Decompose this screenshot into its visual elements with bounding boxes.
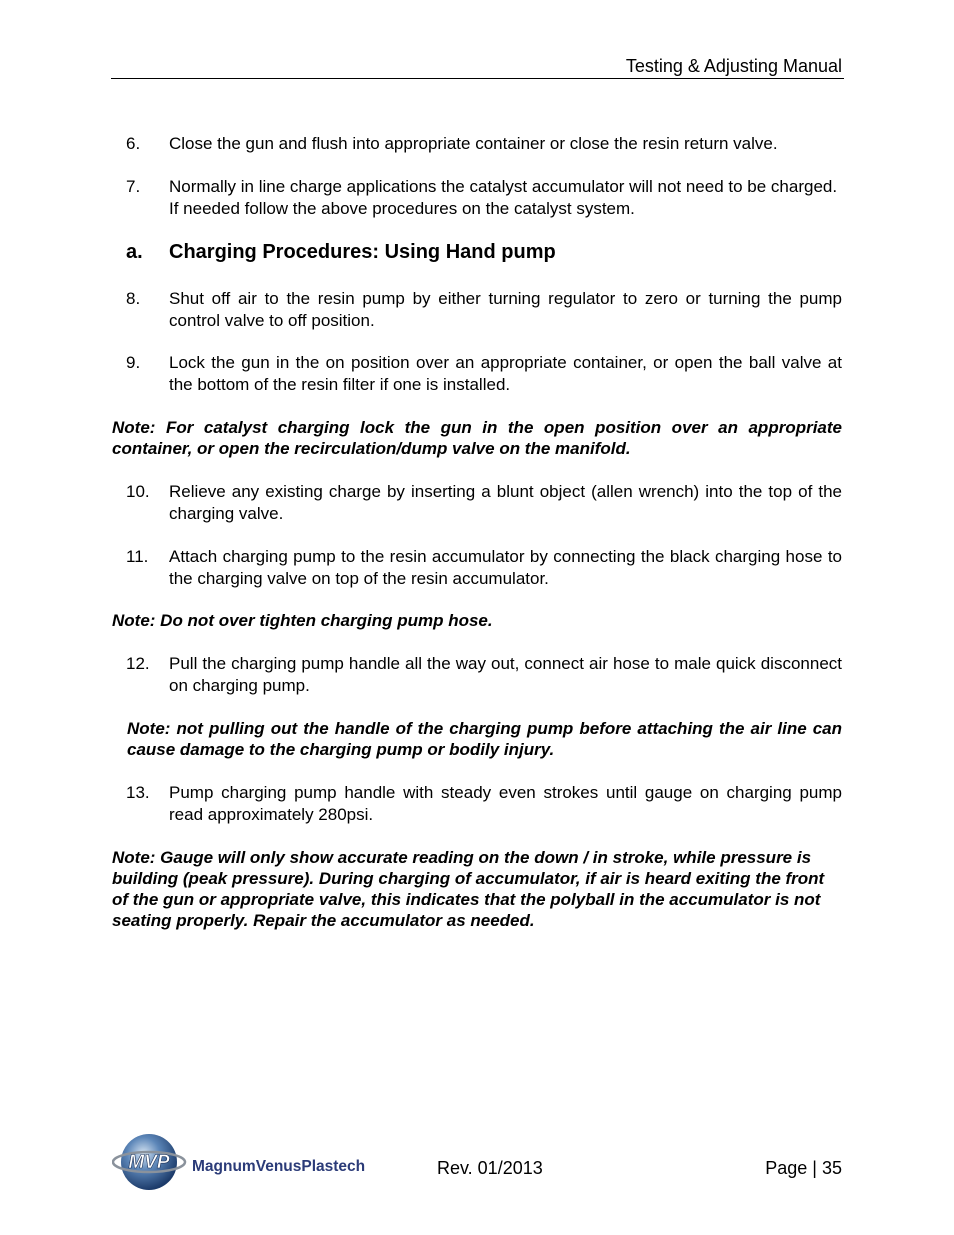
step-text: Close the gun and flush into appropriate container or close the resin return valve.: [169, 134, 778, 153]
header-divider: [111, 78, 844, 79]
section-title: Charging Procedures: Using Hand pump: [169, 241, 556, 263]
step-number: 8.: [126, 289, 141, 308]
revision-label: Rev. 01/2013: [437, 1158, 543, 1178]
step-item: [126, 352, 842, 396]
page-number: Page | 35: [765, 1158, 842, 1178]
logo-company-name: MagnumVenusPlastech: [192, 1158, 366, 1175]
step-item: [126, 288, 842, 332]
step-item: [126, 176, 842, 220]
step-number: 6.: [126, 134, 141, 153]
step-text: Pull the charging pump handle all the way out, connect air hose to male quick disconnect on charging pump.: [169, 654, 842, 695]
step-text: Attach charging pump to the resin accumulator by connecting the black charging hose to the charging valve on top of the resin accumulator.: [169, 547, 842, 588]
step-text: Shut off air to the resin pump by either turning regulator to zero or turning the pump control valve to off position.: [169, 289, 842, 330]
note-handle-warning: Note: not pulling out the handle of the charging pump before attaching the air line can cause damage to the charging pump or bodily injury.: [127, 719, 842, 759]
step-item: [126, 653, 842, 697]
document-title: Testing & Adjusting Manual: [625, 56, 842, 76]
step-number: 9.: [126, 353, 141, 372]
step-item: [126, 481, 842, 525]
logo-mark-text: MVP: [128, 1152, 170, 1173]
step-item: [126, 546, 842, 590]
step-item: [126, 782, 842, 826]
section-letter: a.: [126, 241, 143, 263]
step-number: 10.: [126, 482, 150, 501]
note-hose: Note: Do not over tighten charging pump hose.: [112, 611, 493, 630]
note-catalyst-charging: Note: For catalyst charging lock the gun in the open position over an appropriate container, or open the recirculation/dump valve on the manifold.: [112, 418, 842, 458]
step-text: Relieve any existing charge by inserting a blunt object (allen wrench) into the top of the charging valve.: [169, 482, 842, 523]
step-number: 11.: [126, 547, 149, 566]
section-heading: [126, 241, 556, 264]
step-number: 13.: [126, 783, 150, 802]
company-logo: [112, 1130, 397, 1194]
step-text: Lock the gun in the on position over an appropriate container, or open the ball valve at the bottom of the resin filter if one is installed.: [169, 353, 842, 394]
step-number: 12.: [126, 654, 150, 673]
note-gauge-reading: Note: Gauge will only show accurate reading on the down / in stroke, while pressure is building (peak pressure). During charging of accumulator, if air is heard exiting the front of the gun or appropriate valve, this indicates that the polyball in the accumulator is not seating properly. Repair the accumulator as needed.: [112, 848, 825, 930]
step-text: Normally in line charge applications the catalyst accumulator will not need to be charged. If needed follow the above procedures on the catalyst system.: [169, 177, 838, 218]
step-text: Pump charging pump handle with steady even strokes until gauge on charging pump read approximately 280psi.: [169, 783, 842, 824]
step-number: 7.: [126, 177, 141, 196]
step-item: [126, 133, 842, 155]
